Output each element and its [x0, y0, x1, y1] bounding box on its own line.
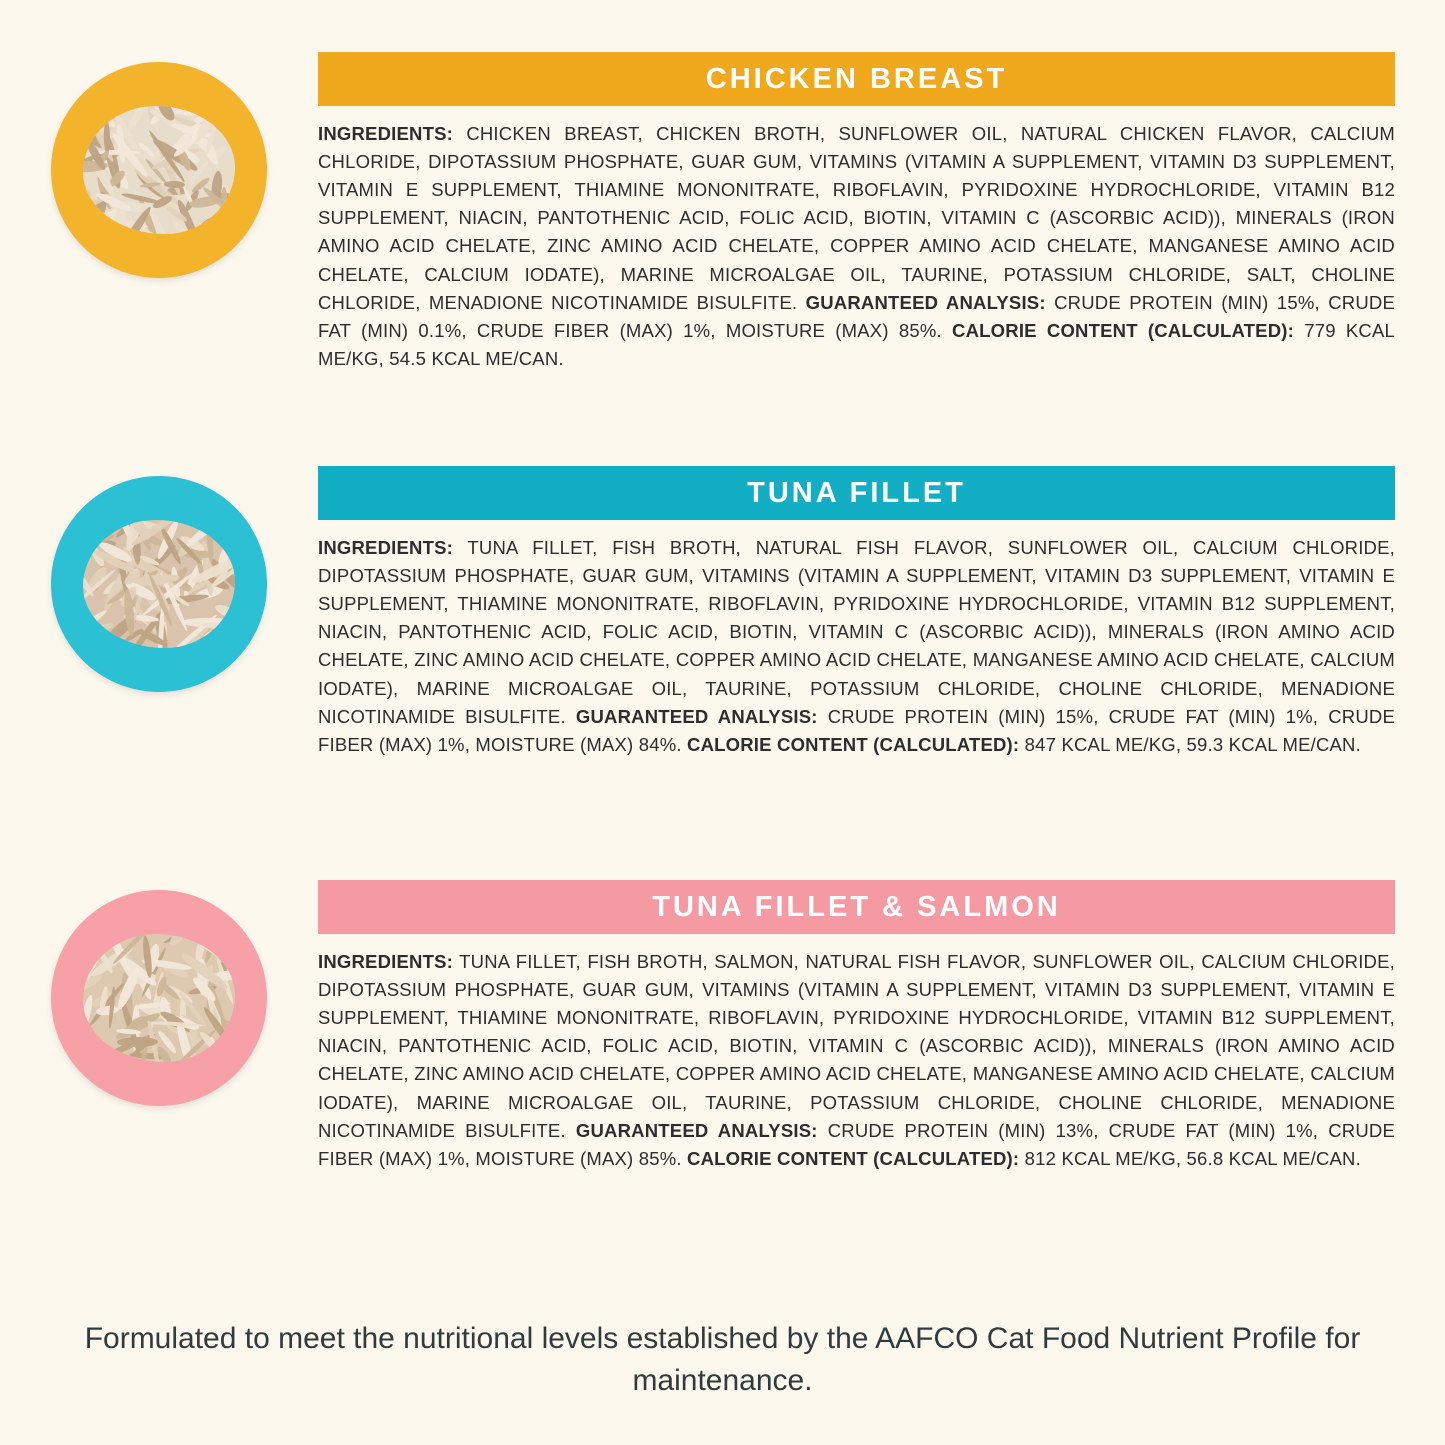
plate-tuna-fillet [51, 476, 267, 692]
product-block-tuna-fillet [0, 466, 1445, 777]
product-block-tuna-fillet-and-salmon [0, 880, 1445, 1191]
product-block-chicken-breast [0, 52, 1445, 391]
text-column [318, 880, 1445, 1191]
aafco-statement: Formulated to meet the nutritional levels established by the AAFCO Cat Food Nutrient Profile for maintenance. [84, 1321, 1361, 1398]
plate-chicken-breast [51, 62, 267, 278]
product-title: TUNA FILLET & SALMON [652, 890, 1061, 923]
ingredients-label: INGREDIENTS: [318, 123, 453, 144]
text-column [318, 466, 1445, 777]
calorie-content-label: CALORIE CONTENT (CALCULATED): [687, 733, 1020, 755]
calorie-content-text: 779 KCAL ME/KG, 54.5 KCAL ME/CAN. [318, 319, 1396, 369]
food-image-chicken-breast [83, 106, 235, 234]
calorie-content-label: CALORIE CONTENT (CALCULATED): [687, 1147, 1020, 1169]
guaranteed-analysis-label: GUARANTEED ANALYSIS: [575, 1119, 818, 1141]
food-image-tuna-fillet-and-salmon [83, 934, 235, 1062]
product-title: TUNA FILLET [747, 476, 966, 509]
guaranteed-analysis-text: CRUDE PROTEIN (MIN) 15%, CRUDE FAT (MIN) 1%, CRUDE FIBER (MAX) 1%, MOISTURE (MAX) 84%. [318, 705, 1395, 755]
ingredients-text: CHICKEN BREAST, CHICKEN BROTH, SUNFLOWER OIL, NATURAL CHICKEN FLAVOR, CALCIUM CHLORIDE, DIPOTASSIUM PHOSPHATE, GUAR GUM, VITAMINS (VITAMIN A SUPPLEMENT, VITAMIN D3 SUPPLEMENT, VITAMIN E SUPPLEMENT, THIAMINE MONONITRATE, RIBOFLAVIN, PYRIDOXINE HYDROCHLORIDE, VITAMIN B12 SUPPLEMENT, NIACIN, PANTOTHENIC ACID, FOLIC ACID, BIOTIN, VITAMIN C (ASCORBIC ACID)), MINERALS (IRON AMINO ACID CHELATE, ZINC AMINO ACID CHELATE, COPPER AMINO ACID CHELATE, MANGANESE AMINO ACID CHELATE, CALCIUM IODATE), MARINE MICROALGAE OIL, TAURINE, POTASSIUM CHLORIDE, SALT, CHOLINE CHLORIDE, MENADIONE NICOTINAMIDE BISULFITE. [318, 123, 1395, 313]
food-image-tuna-fillet [83, 520, 235, 648]
ingredients-label: INGREDIENTS: [318, 537, 453, 558]
text-column [318, 52, 1445, 391]
plate-column [0, 880, 318, 1106]
product-title-band [318, 466, 1395, 520]
ingredients-paragraph [318, 948, 1395, 1173]
guaranteed-analysis-text: CRUDE PROTEIN (MIN) 15%, CRUDE FAT (MIN) 0.1%, CRUDE FIBER (MAX) 1%, MOISTURE (MAX) 85%. [318, 291, 1396, 341]
ingredients-text: TUNA FILLET, FISH BROTH, NATURAL FISH FLAVOR, SUNFLOWER OIL, CALCIUM CHLORIDE, DIPOTASSIUM PHOSPHATE, GUAR GUM, VITAMINS (VITAMIN A SUPPLEMENT, VITAMIN D3 SUPPLEMENT, VITAMIN E SUPPLEMENT, THIAMINE MONONITRATE, RIBOFLAVIN, PYRIDOXINE HYDROCHLORIDE, VITAMIN B12 SUPPLEMENT, NIACIN, PANTOTHENIC ACID, FOLIC ACID, BIOTIN, VITAMIN C (ASCORBIC ACID)), MINERALS (IRON AMINO ACID CHELATE, ZINC AMINO ACID CHELATE, COPPER AMINO ACID CHELATE, MANGANESE AMINO ACID CHELATE, CALCIUM IODATE), MARINE MICROALGAE OIL, TAURINE, POTASSIUM CHLORIDE, CHOLINE CHLORIDE, MENADIONE NICOTINAMIDE BISULFITE. [318, 537, 1395, 727]
ingredients-text: TUNA FILLET, FISH BROTH, SALMON, NATURAL FISH FLAVOR, SUNFLOWER OIL, CALCIUM CHLORIDE, DIPOTASSIUM PHOSPHATE, GUAR GUM, VITAMINS (VITAMIN A SUPPLEMENT, VITAMIN D3 SUPPLEMENT, VITAMIN E SUPPLEMENT, THIAMINE MONONITRATE, RIBOFLAVIN, PYRIDOXINE HYDROCHLORIDE, VITAMIN B12 SUPPLEMENT, NIACIN, PANTOTHENIC ACID, FOLIC ACID, BIOTIN, VITAMIN C (ASCORBIC ACID)), MINERALS (IRON AMINO ACID CHELATE, ZINC AMINO ACID CHELATE, COPPER AMINO ACID CHELATE, MANGANESE AMINO ACID CHELATE, CALCIUM IODATE), MARINE MICROALGAE OIL, TAURINE, POTASSIUM CHLORIDE, CHOLINE CHLORIDE, MENADIONE NICOTINAMIDE BISULFITE. [318, 951, 1395, 1141]
calorie-content-label: CALORIE CONTENT (CALCULATED): [952, 319, 1295, 341]
product-title-band [318, 880, 1395, 934]
ingredients-paragraph [318, 120, 1395, 373]
calorie-content-text: 812 KCAL ME/KG, 56.8 KCAL ME/CAN. [1024, 1147, 1361, 1169]
guaranteed-analysis-text: CRUDE PROTEIN (MIN) 13%, CRUDE FAT (MIN) 1%, CRUDE FIBER (MAX) 1%, MOISTURE (MAX) 85%. [318, 1119, 1395, 1169]
guaranteed-analysis-label: GUARANTEED ANALYSIS: [575, 705, 818, 727]
product-title: CHICKEN BREAST [705, 62, 1008, 95]
product-title-band [318, 52, 1395, 106]
ingredients-label: INGREDIENTS: [318, 951, 453, 972]
calorie-content-text: 847 KCAL ME/KG, 59.3 KCAL ME/CAN. [1024, 733, 1361, 755]
plate-column [0, 466, 318, 692]
guaranteed-analysis-label: GUARANTEED ANALYSIS: [805, 291, 1046, 313]
plate-column [0, 52, 318, 278]
plate-tuna-fillet-and-salmon [51, 890, 267, 1106]
ingredients-paragraph [318, 534, 1395, 759]
